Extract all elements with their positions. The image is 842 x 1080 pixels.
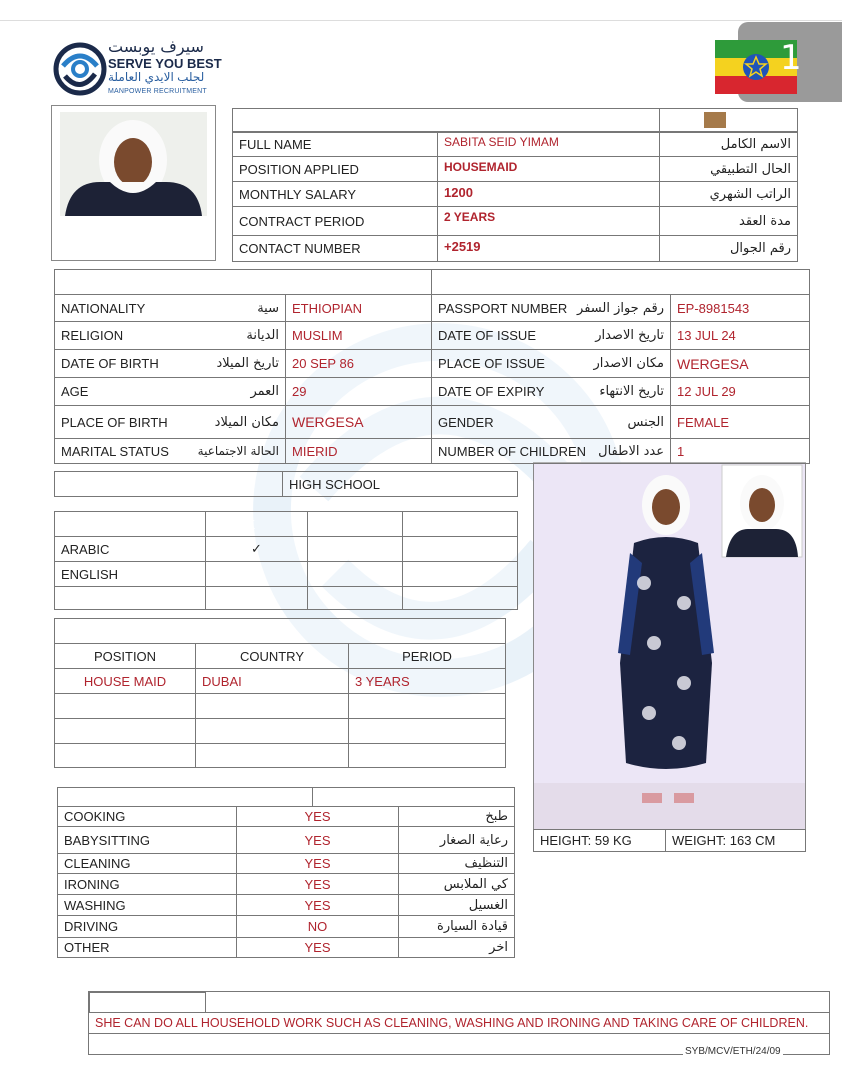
other-details-header: OTHER DETAILS OF APPLICANT xyxy=(54,269,432,295)
number-of-children-label-ar: عدد الاطفال xyxy=(598,443,664,459)
skill-cleaning-ar: التنظيف xyxy=(398,853,515,874)
skill-cleaning-value: YES xyxy=(236,853,399,874)
marital-status-value: MIERID xyxy=(285,438,432,464)
skill-other: OTHER xyxy=(57,937,237,958)
skill-ironing-value: YES xyxy=(236,873,399,895)
applicant-headshot-photo xyxy=(60,112,207,216)
remarks-header: REMARKS xyxy=(89,992,206,1013)
work-row-2-position xyxy=(54,693,196,719)
place-of-birth-label: PLACE OF BIRTH xyxy=(61,414,168,430)
marital-status-label-ar: الحالة الاجتماعية xyxy=(197,444,279,458)
nationality-label-ar: سية xyxy=(257,300,279,316)
company-name-ar: سيرف يوبست xyxy=(108,37,204,56)
nationality-label: NATIONALITY xyxy=(61,300,146,316)
full-name-value: SABITA SEID YIMAM xyxy=(437,132,660,157)
company-tagline: MANPOWER RECRUITMENT xyxy=(108,88,207,95)
company-name: SERVE YOU BEST xyxy=(108,56,222,71)
skill-babysitting-ar: رعاية الصغار xyxy=(398,826,515,854)
date-of-birth-value: 20 SEP 86 xyxy=(285,349,432,378)
work-row-3-position xyxy=(54,718,196,744)
ref-label: REF: xyxy=(666,112,696,128)
age-label: AGE xyxy=(61,384,89,399)
fullbody-photo-image xyxy=(534,463,806,830)
work-row-4-country xyxy=(195,743,349,768)
work-col-position: POSITION xyxy=(54,643,196,669)
place-of-birth-label-cell xyxy=(54,405,286,439)
skill-driving: DRIVING xyxy=(57,915,237,938)
top-divider xyxy=(0,20,842,21)
gender-label-cell xyxy=(431,405,671,439)
place-of-issue-label-cell xyxy=(431,349,671,378)
religion-label-ar: الديانة xyxy=(246,328,279,343)
passport-number-label-cell xyxy=(431,294,671,322)
passport-number-label: PASSPORT NUMBER xyxy=(438,300,568,316)
ref-redaction xyxy=(704,112,726,128)
language-header-speak: SPEAK xyxy=(205,511,308,537)
work-row-2-period xyxy=(348,693,506,719)
skill-driving-value: NO xyxy=(236,915,399,938)
date-of-issue-label-ar: تاريخ الاصدار xyxy=(595,328,664,343)
ref-header xyxy=(659,108,798,132)
language-arabic-write xyxy=(402,536,518,562)
date-of-expiry-label-ar: تاريخ الانتهاء xyxy=(599,384,664,399)
language-english-speak xyxy=(205,561,308,587)
contract-period-label: CONTRACT PERIOD xyxy=(232,206,438,236)
work-row-1-period: 3 YEARS xyxy=(348,668,506,694)
place-of-issue-value: WERGESA xyxy=(670,349,810,378)
gender-label-ar: الجنس xyxy=(627,414,664,430)
age-label-ar: العمر xyxy=(250,384,279,399)
contact-number-label-ar: رقم الجوال xyxy=(659,235,798,262)
work-col-period: PERIOD xyxy=(348,643,506,669)
applicant-headshot-frame xyxy=(51,105,216,261)
footer-code: SYB/MCV/ETH/24/09 xyxy=(685,1046,781,1057)
contact-number-label: CONTACT NUMBER xyxy=(232,235,438,262)
skill-ironing: IRONING xyxy=(57,873,237,895)
contact-number-value: +2519 xyxy=(437,235,660,262)
skills-header-ar: المهارات xyxy=(312,787,515,807)
marital-status-label: MARITAL STATUS xyxy=(61,443,169,459)
passport-number-label-ar: رقم جواز السفر xyxy=(577,300,664,316)
skill-other-ar: اخر xyxy=(398,937,515,958)
gender-value: FEMALE xyxy=(670,405,810,439)
skills-header: SKILLS xyxy=(57,787,313,807)
language-arabic: ARABIC xyxy=(54,536,206,562)
number-of-children-label-cell xyxy=(431,438,671,464)
language-empty xyxy=(54,586,206,610)
work-row-4-period xyxy=(348,743,506,768)
skill-babysitting: BABYSITTING xyxy=(57,826,237,854)
skill-cooking: COOKING xyxy=(57,806,237,827)
work-row-4-position xyxy=(54,743,196,768)
date-of-birth-label-ar: تاريخ الميلاد xyxy=(216,356,279,371)
number-of-children-value: 1 xyxy=(670,438,810,464)
work-row-3-period xyxy=(348,718,506,744)
skill-washing: WASHING xyxy=(57,894,237,916)
education-level-label: EDUCATION LEVEL xyxy=(54,471,283,497)
date-of-expiry-label-cell xyxy=(431,377,671,406)
language-english-write xyxy=(402,561,518,587)
skill-driving-ar: قيادة السيارة xyxy=(398,915,515,938)
contract-period-value: 2 YEARS xyxy=(437,206,660,236)
language-header-read: READ xyxy=(307,511,403,537)
work-row-1-country: DUBAI xyxy=(195,668,349,694)
place-of-issue-label-ar: مكان الاصدار xyxy=(593,356,664,371)
remarks-text: SHE CAN DO ALL HOUSEHOLD WORK SUCH AS CLEANING, WASHING AND IRONING AND TAKING CARE OF CHILDREN. xyxy=(89,1012,829,1034)
work-col-country: COUNTRY xyxy=(195,643,349,669)
age-label-cell xyxy=(54,377,286,406)
language-english-read xyxy=(307,561,403,587)
skill-ironing-ar: كي الملابس xyxy=(398,873,515,895)
place-of-birth-value: WERGESA xyxy=(285,405,432,439)
date-of-issue-label: DATE OF ISSUE xyxy=(438,328,536,343)
other-details-header-right xyxy=(431,269,810,295)
position-applied-label-ar: الحال التطبيقي xyxy=(659,156,798,182)
employment-details-header: EMPLOYMENT DETAILS xyxy=(232,108,660,132)
marital-status-label-cell xyxy=(54,438,286,464)
work-row-1-position: HOUSE MAID xyxy=(54,668,196,694)
position-applied-value: HOUSEMAID xyxy=(437,156,660,182)
place-of-issue-label: PLACE OF ISSUE xyxy=(438,356,545,371)
date-of-birth-label: DATE OF BIRTH xyxy=(61,356,159,371)
height-value: HEIGHT: 59 KG xyxy=(533,829,666,852)
skill-washing-value: YES xyxy=(236,894,399,916)
date-of-birth-label-cell xyxy=(54,349,286,378)
applicant-fullbody-photo xyxy=(533,462,806,830)
date-of-expiry-label: DATE OF EXPIRY xyxy=(438,384,545,399)
monthly-salary-label-ar: الراتب الشهري xyxy=(659,181,798,207)
position-applied-label: POSITION APPLIED xyxy=(232,156,438,182)
age-value: 29 xyxy=(285,377,432,406)
monthly-salary-label: MONTHLY SALARY xyxy=(232,181,438,207)
skill-babysitting-value: YES xyxy=(236,826,399,854)
religion-label: RELIGION xyxy=(61,328,124,343)
skill-cooking-value: YES xyxy=(236,806,399,827)
religion-label-cell xyxy=(54,321,286,350)
skill-washing-ar: الغسيل xyxy=(398,894,515,916)
work-row-3-country xyxy=(195,718,349,744)
skill-other-value: YES xyxy=(236,937,399,958)
language-header-literacy: LANGUAGE LITERACY xyxy=(54,511,206,537)
gender-label: GENDER xyxy=(438,414,494,430)
language-empty-speak xyxy=(205,586,308,610)
skill-cooking-ar: طبخ xyxy=(398,806,515,827)
language-empty-write xyxy=(402,586,518,610)
language-empty-read xyxy=(307,586,403,610)
date-of-issue-label-cell xyxy=(431,321,671,350)
place-of-birth-label-ar: مكان الميلاد xyxy=(214,414,279,430)
date-of-expiry-value: 12 JUL 29 xyxy=(670,377,810,406)
language-english: ENGLISH xyxy=(54,561,206,587)
monthly-salary-value: 1200 xyxy=(437,181,660,207)
full-name-label: FULL NAME xyxy=(232,132,438,157)
nationality-label-cell xyxy=(54,294,286,322)
passport-number-value: EP-8981543 xyxy=(670,294,810,322)
language-header-write: WRITE xyxy=(402,511,518,537)
company-tagline-ar: لجلب الايدي العاملة xyxy=(108,70,205,84)
religion-value: MUSLIM xyxy=(285,321,432,350)
nationality-value: ETHIOPIAN xyxy=(285,294,432,322)
number-of-children-label: NUMBER OF CHILDREN xyxy=(438,443,587,459)
full-name-label-ar: الاسم الكامل xyxy=(659,132,798,157)
education-level-value: HIGH SCHOOL xyxy=(282,471,518,497)
contract-period-label-ar: مدة العقد xyxy=(659,206,798,236)
language-arabic-speak: ✓ xyxy=(205,536,308,562)
work-row-2-country xyxy=(195,693,349,719)
weight-value: WEIGHT: 163 CM xyxy=(665,829,806,852)
date-of-issue-value: 13 JUL 24 xyxy=(670,321,810,350)
language-arabic-read xyxy=(307,536,403,562)
page-number: 1 xyxy=(780,38,802,78)
work-experience-header: WORK EXPERIENCE xyxy=(54,618,506,644)
skill-cleaning: CLEANING xyxy=(57,853,237,874)
company-logo-icon xyxy=(53,40,107,98)
